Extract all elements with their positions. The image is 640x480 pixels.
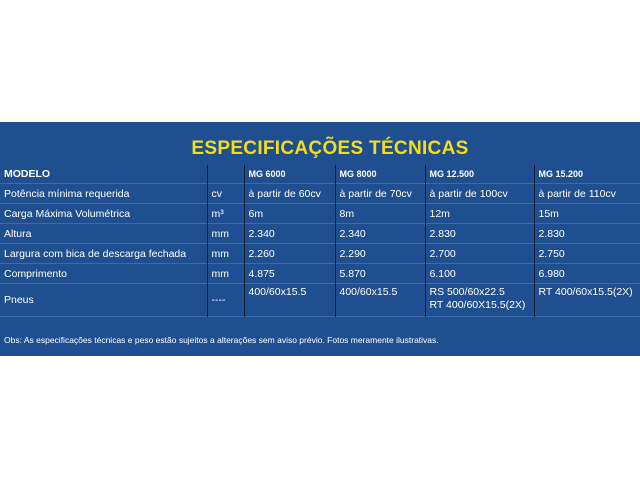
tire-spec: RT 400/60X15.5(2X)	[429, 299, 526, 311]
specs-table	[0, 165, 640, 317]
table-row	[0, 204, 640, 224]
row-label: Potência mínima requerida	[0, 184, 207, 204]
row-value	[244, 284, 335, 317]
header-model: MG 12.500	[425, 165, 534, 184]
tire-spec: 400/60x15.5	[248, 286, 307, 298]
row-value	[425, 284, 534, 317]
row-value: à partir de 110cv	[538, 187, 616, 200]
row-label: Altura	[0, 224, 207, 244]
row-value: 2.290	[335, 244, 425, 264]
row-value: 8m	[335, 204, 425, 224]
row-value: 4.875	[244, 264, 335, 284]
row-value: 6.980	[538, 267, 565, 280]
table-row	[0, 184, 640, 204]
row-unit: m³	[207, 204, 244, 224]
table-row	[0, 264, 640, 284]
table-row	[0, 244, 640, 264]
table-row-pneus	[0, 284, 640, 317]
header-unit-cell	[207, 165, 244, 184]
header-model: MG 8000	[335, 165, 425, 184]
row-value: 2.260	[244, 244, 335, 264]
row-label: Largura com bica de descarga fechada	[0, 244, 207, 264]
row-label: Pneus	[0, 284, 207, 317]
row-value: 6.100	[425, 264, 534, 284]
tire-spec: RT 400/60x15.5(2X)	[538, 286, 633, 298]
disclaimer-note: Obs: As especificações técnicas e peso estão sujeitos a alterações sem aviso prévio. Fotos meramente ilustrativas.	[4, 335, 439, 345]
row-value: 15m	[538, 207, 559, 220]
row-value: à partir de 70cv	[335, 184, 425, 204]
header-model: MG 6000	[244, 165, 335, 184]
row-unit: mm	[207, 244, 244, 264]
row-unit: ----	[207, 284, 244, 317]
header-model-label: MODELO	[0, 165, 207, 184]
row-label: Carga Máxima Volumétrica	[0, 204, 207, 224]
tire-spec: RS 500/60x22.5	[429, 286, 505, 298]
row-value: 12m	[425, 204, 534, 224]
row-value: à partir de 60cv	[244, 184, 335, 204]
row-value: 2.700	[425, 244, 534, 264]
header-model: MG 15.200	[538, 169, 584, 179]
table-header-row	[0, 165, 640, 184]
tire-spec: 400/60x15.5	[339, 286, 398, 298]
row-unit: mm	[207, 224, 244, 244]
row-value: 2.340	[244, 224, 335, 244]
table-row	[0, 224, 640, 244]
row-value: 6m	[244, 204, 335, 224]
row-value: 2.830	[425, 224, 534, 244]
row-value: 2.340	[335, 224, 425, 244]
row-label: Comprimento	[0, 264, 207, 284]
row-value: 2.830	[538, 227, 565, 240]
row-value	[534, 284, 640, 317]
row-value	[335, 284, 425, 317]
row-value: à partir de 100cv	[425, 184, 534, 204]
specs-title: ESPECIFICAÇÕES TÉCNICAS	[191, 138, 469, 159]
specs-panel	[0, 122, 640, 356]
row-unit: mm	[207, 264, 244, 284]
row-unit: cv	[207, 184, 244, 204]
row-value: 5.870	[335, 264, 425, 284]
row-value: 2.750	[538, 247, 565, 260]
